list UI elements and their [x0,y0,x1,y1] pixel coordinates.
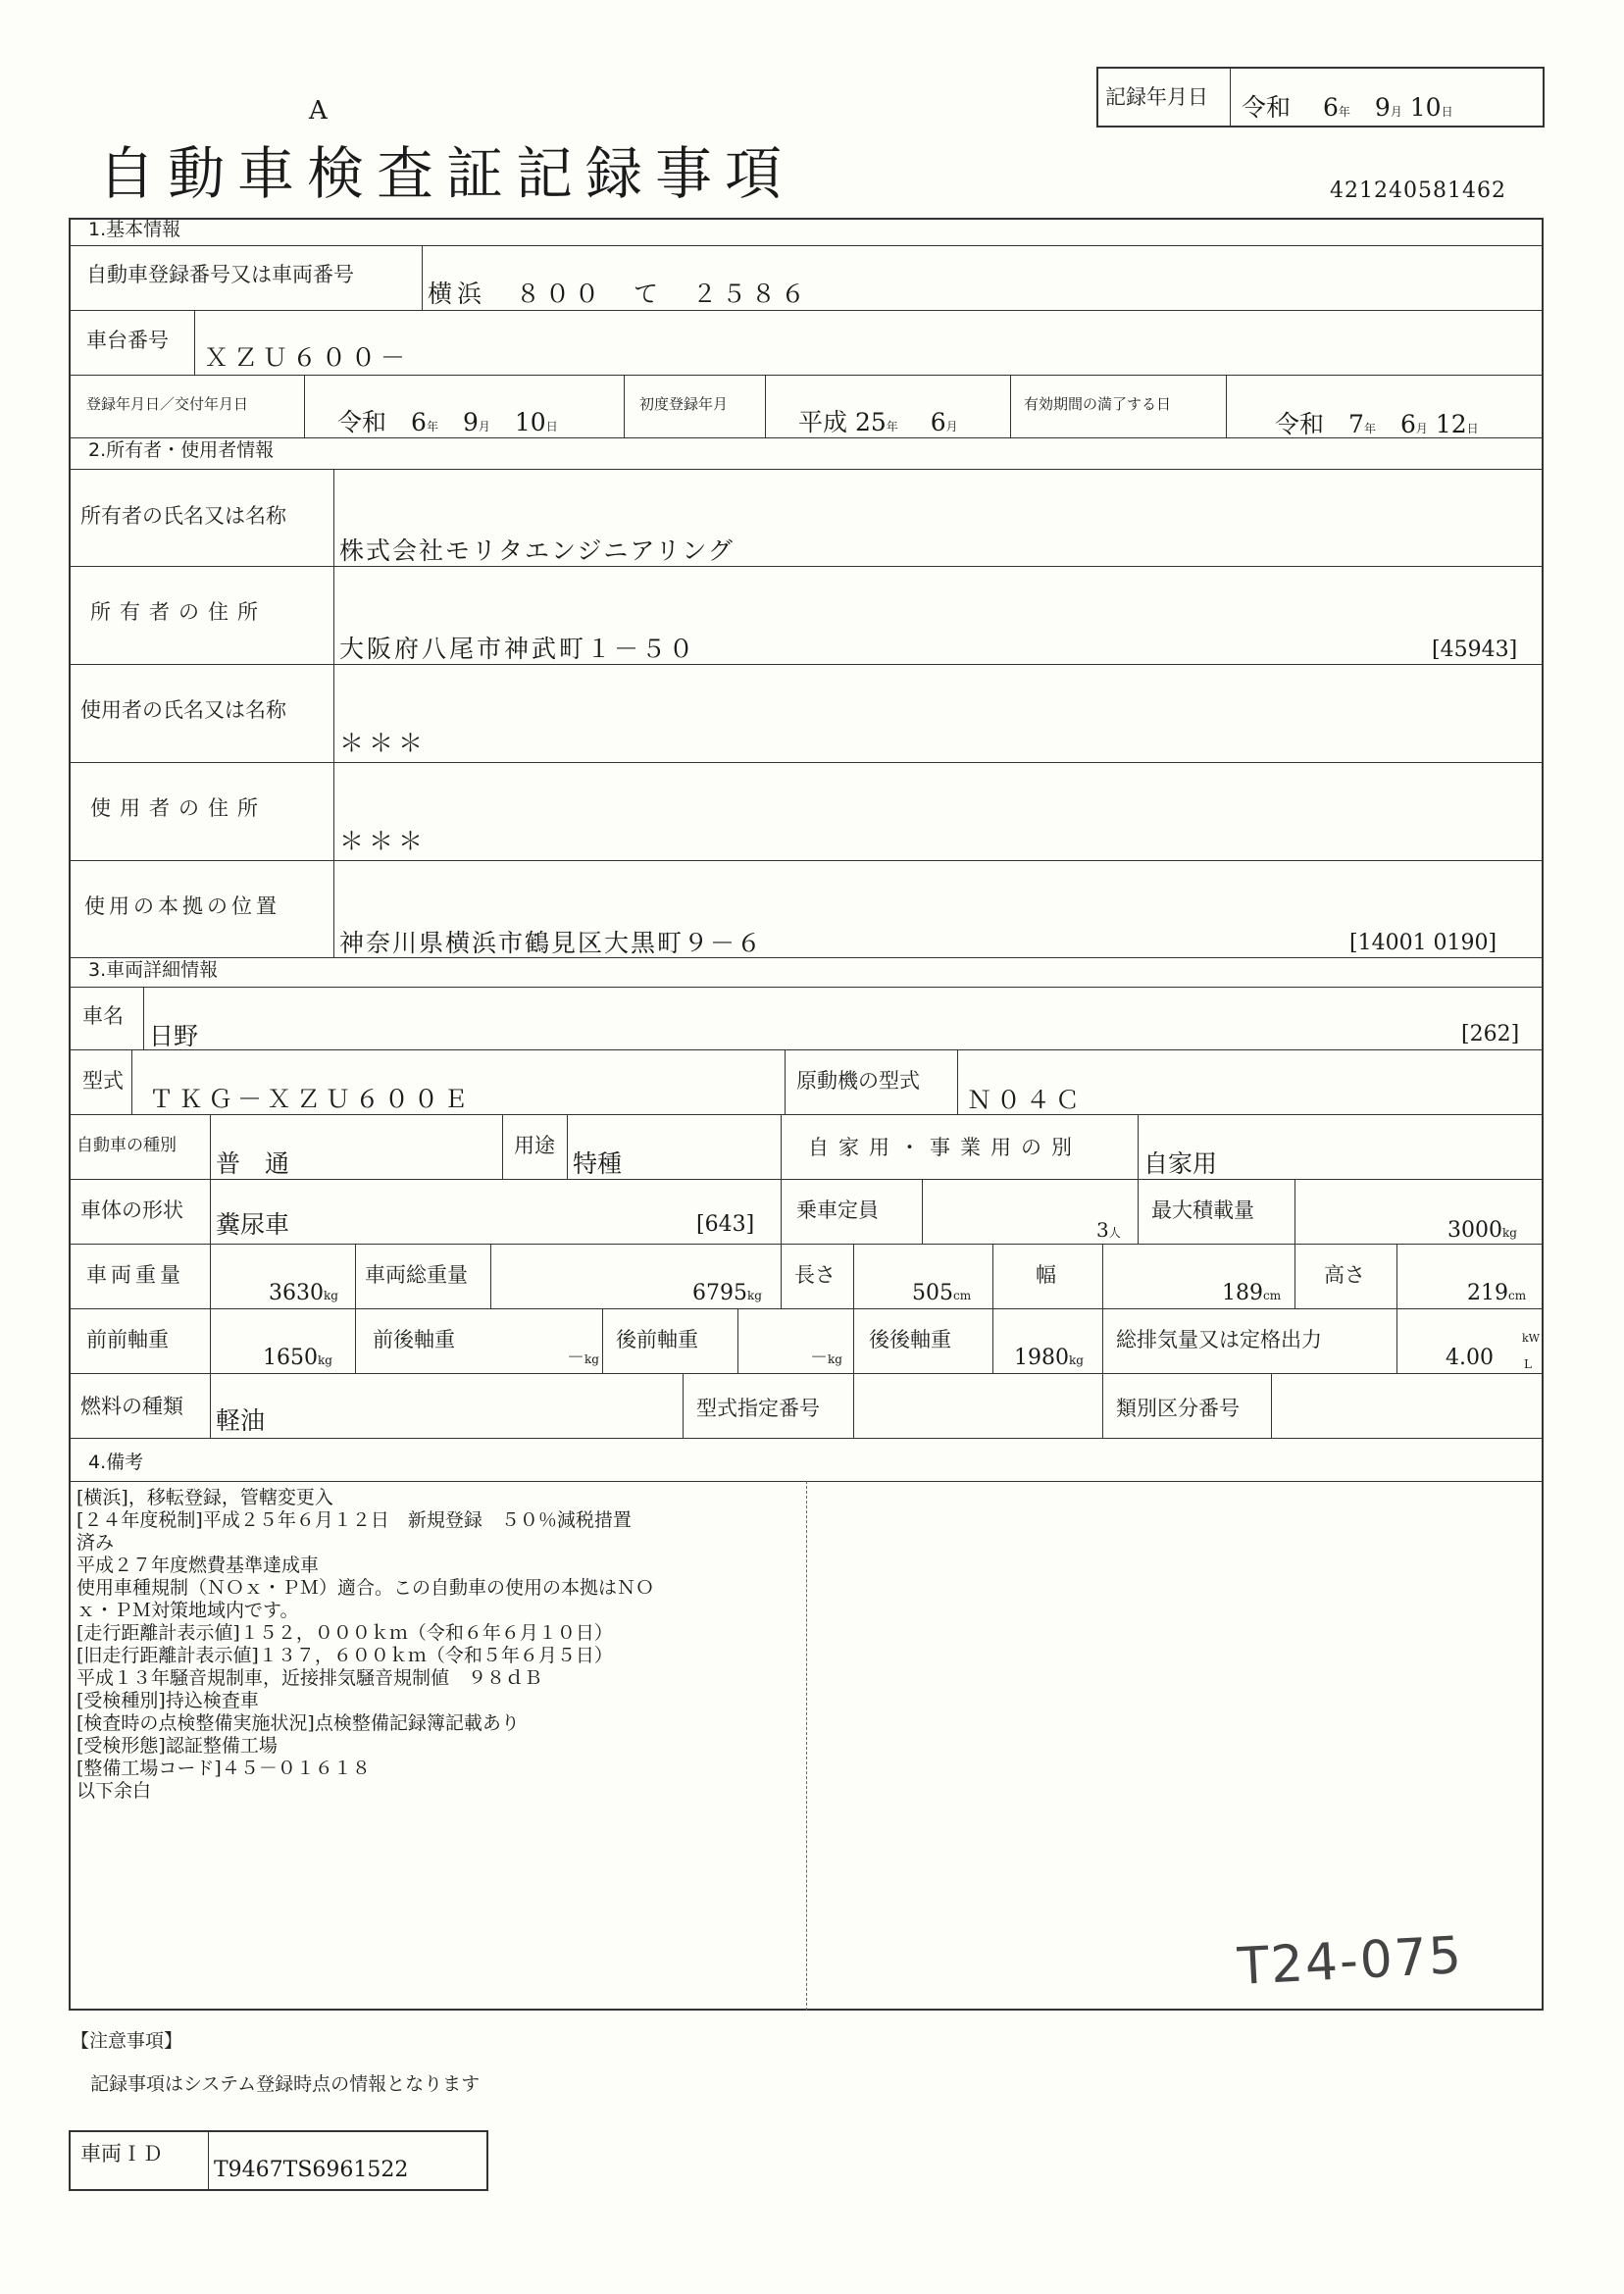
front-rear-axle-label: 前後軸重 [373,1328,455,1351]
make-label: 車名 [82,1004,124,1028]
front-front-axle-label: 前前軸重 [86,1328,169,1351]
first-registration-label: 初度登録年月 [639,395,729,413]
height-label: 高さ [1324,1263,1365,1287]
capacity-value: 3人 [1096,1218,1121,1242]
owner-address-code: [45943] [1432,637,1518,662]
body-shape-code: [643] [696,1212,755,1237]
owner-address-value: 大阪府八尾市神武町１－５０ [339,635,697,663]
first-registration-value: 平成 25年 6月 [798,408,958,436]
section-owner-user-heading: 2.所有者・使用者情報 [88,439,275,461]
gross-weight-value: 6795kg [692,1281,762,1305]
section-basic-info-heading: 1.基本情報 [88,219,181,240]
remarks-list [76,1487,802,1803]
type-designation-label: 型式指定番号 [696,1397,820,1420]
user-name-value: ＊＊＊ [339,729,429,757]
registration-date-label: 登録年月日／交付年月日 [86,395,249,413]
capacity-label: 乗車定員 [796,1198,879,1222]
make-value: 日野 [149,1022,199,1050]
private-business-value: 自家用 [1143,1149,1218,1178]
model-value: ＴＫＧ－ＸＺＵ６００Ｅ [149,1085,474,1113]
owner-address-label: 所有者の住所 [90,600,267,624]
length-label: 長さ [794,1263,836,1287]
engine-model-label: 原動機の型式 [796,1069,920,1093]
notes-heading: 【注意事項】 [71,2030,183,2052]
vehicle-id-value: T9467TS6961522 [214,2158,409,2182]
remarks-line: 平成２７年度燃費基準達成車 [76,1555,320,1576]
length-value: 505cm [912,1281,972,1305]
engine-model-value: Ｎ０４Ｃ [967,1086,1086,1114]
max-load-label: 最大積載量 [1151,1198,1254,1222]
registration-number-value: 横浜 ８００ て ２５８６ [428,280,811,308]
form-type-mark: A [309,96,328,126]
remarks-line: [受検形態]認証整備工場 [76,1735,278,1757]
usage-value: 特種 [573,1149,623,1178]
remarks-line: 以下余白 [76,1780,152,1802]
chassis-number-label: 車台番号 [86,329,169,352]
notes-text: 記録事項はシステム登録時点の情報となります [90,2073,481,2095]
vehicle-kind-value: 普 通 [216,1149,290,1178]
document-title: 自動車検査証記録事項 [98,140,795,207]
handwritten-note: T24-075 [1236,1926,1465,1997]
vehicle-id-label: 車両ＩＤ [80,2142,163,2166]
base-location-value: 神奈川県横浜市鶴見区大黒町９－６ [339,929,764,957]
make-code: [262] [1461,1022,1520,1046]
remarks-line: 済み [76,1532,115,1554]
rear-front-axle-value: －kg [810,1348,842,1368]
fuel-value: 軽油 [216,1406,266,1435]
vehicle-weight-value: 3630kg [269,1281,338,1305]
remarks-line: [整備工場コード]４５－０１６１８ [76,1758,371,1779]
expiry-date-label: 有効期間の満了する日 [1024,395,1172,413]
base-location-label: 使用の本拠の位置 [84,894,280,918]
owner-name-value: 株式会社モリタエンジニアリング [339,536,735,565]
width-label: 幅 [1036,1263,1056,1287]
max-load-value: 3000kg [1447,1218,1517,1243]
rear-rear-axle-label: 後後軸重 [869,1328,951,1351]
rear-rear-axle-value: 1980kg [1014,1346,1084,1370]
class-number-label: 類別区分番号 [1116,1397,1240,1420]
model-label: 型式 [82,1069,124,1093]
remarks-line: ｘ・ＰＭ対策地域内です。 [76,1600,299,1621]
vehicle-weight-label: 車両重量 [86,1263,184,1287]
displacement-unit-l: L [1524,1357,1532,1371]
fuel-label: 燃料の種類 [80,1395,183,1418]
user-address-value: ＊＊＊ [339,827,429,855]
user-address-label: 使用者の住所 [90,796,267,820]
expiry-date-value: 令和 7年 6月 12日 [1275,410,1479,438]
body-shape-value: 糞尿車 [216,1210,290,1239]
usage-label: 用途 [514,1134,555,1157]
remarks-line: [走行距離計表示値]１５２，０００ｋｍ（令和６年６月１０日） [76,1622,613,1644]
section-remarks-heading: 4.備考 [88,1452,144,1473]
displacement-label: 総排気量又は定格出力 [1116,1328,1322,1351]
vehicle-kind-label: 自動車の種別 [76,1136,177,1155]
front-rear-axle-value: －kg [567,1348,599,1368]
record-date-label: 記録年月日 [1105,85,1208,109]
rear-front-axle-label: 後前軸重 [616,1328,698,1351]
remarks-line: [横浜]，移転登録，管轄変更入 [76,1487,333,1508]
remarks-line: [２４年度税制]平成２５年６月１２日 新規登録 ５０％減税措置 [76,1509,632,1531]
front-front-axle-value: 1650kg [263,1346,332,1370]
body-shape-label: 車体の形状 [80,1198,183,1222]
document-number: 421240581462 [1330,178,1506,203]
gross-weight-label: 車両総重量 [365,1263,468,1287]
base-location-code: [14001 0190] [1349,931,1497,955]
user-name-label: 使用者の氏名又は名称 [80,698,286,722]
width-value: 189cm [1222,1281,1282,1305]
displacement-value: 4.00 [1446,1346,1494,1370]
owner-name-label: 所有者の氏名又は名称 [80,504,286,528]
registration-number-label: 自動車登録番号又は車両番号 [86,263,354,286]
displacement-unit-kw: kW [1522,1332,1540,1345]
private-business-label: 自家用・事業用の別 [808,1136,1082,1159]
remarks-line: 使用車種規制（ＮＯｘ・ＰＭ）適合。この自動車の使用の本拠はＮＯ [76,1577,655,1599]
chassis-number-value: ＸＺＵ６００－ [204,343,411,372]
remarks-line: [検査時の点検整備実施状況]点検整備記録簿記載あり [76,1712,520,1734]
section-vehicle-detail-heading: 3.車両詳細情報 [88,959,219,981]
registration-date-value: 令和 6年 9月 10日 [337,408,558,436]
remarks-line: [旧走行距離計表示値]１３７，６００ｋｍ（令和５年６月５日） [76,1645,613,1666]
record-date-value: 令和 6年 9月 10日 [1242,93,1453,122]
remarks-line: 平成１３年騒音規制車，近接排気騒音規制値 ９８ｄＢ [76,1667,543,1689]
remarks-line: [受検種別]持込検査車 [76,1690,259,1711]
height-value: 219cm [1467,1281,1527,1305]
